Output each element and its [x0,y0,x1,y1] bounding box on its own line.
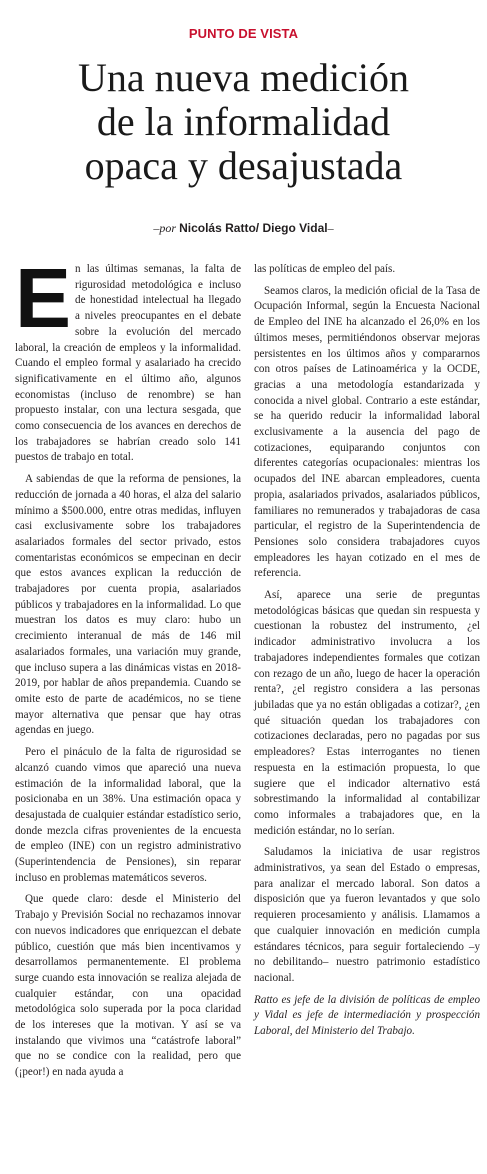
article-paragraph: Que quede claro: desde el Ministerio del Trabajo y Previsión Social no rechazamos innovar con nuevos indicadores que enriquezcan el debate público, cuestión que más bien incentivamos y desarrollamos permanentemente. El problema surge cuando esta innovación se realiza alejada de cualquier estándar, con una opacidad metodológica solo superada por la poca claridad de los intereses que la motivan. Y así se va instalando que vivimos una “catástrofe laboral” que no se condice con la realidad, pero que (¡peor!) en nada ayuda a [15,893,241,1079]
headline-line: opaca y desajustada [84,143,403,188]
headline [0,56,487,188]
article-paragraph: Pero el pináculo de la falta de rigurosidad se alcanzó cuando vimos que apareció una nueva estimación de la informalidad laboral, que la posicionaba en un 38%. Una estimación opaca y desajustada de cualquier estándar estadístico serio, donde mezcla cifras provenientes de la encuesta de empleo (INE) con un registro administrativo (Superintendencia de Pensiones), sin reparar incluso en problemas matemáticos severos. [15,746,241,884]
byline-suffix: – [327,221,334,235]
byline-authors: Nicolás Ratto/ Diego Vidal [179,221,328,235]
article-column-left [15,251,241,1087]
drop-cap: E [15,251,72,345]
article-column-right [254,262,480,1046]
article-paragraph: A sabiendas de que la reforma de pensiones, la reducción de jornada a 40 horas, el alza del salario mínimo a $500.000, entre otras medidas, influyen casi exclusivamente sobre los trabajadores asalariados formales del sector privado, estos comentaristas económicos se empecinan en decir que estos avances explican la reducción de trabajadores por cuenta propia, asalariados públicos y trabajadores en la informalidad. Lo que muestran los datos es muy claro: hubo un crecimiento interanual de más de 146 mil asalariados formales, una variación muy grande, que incluso supera a las dinámicas vistas en 2018-2019, por hablar de años prepandemia. Cuando se omite esto de parte de académicos, no se tiene mayor alternativa que pensar que hay otras agendas en juego. [15,473,241,737]
byline-prefix: –por [153,221,177,235]
article-paragraph: Así, aparece una serie de preguntas metodológicas básicas que quedan sin respuesta y cuestionan la robustez del instrumento, ¿el indicador administrativo involucra a los trabajadores independientes formales que cotizan con rezago de un año, luego de hacer la operación renta?, ¿el registro considera a las personas jubiladas que ya no están obligadas a cotizar?, ¿en qué situación quedan los trabajadores con cotizaciones declaradas, pero no pagadas por sus empleadores? Estas interrogantes no tienen respuesta en la estimación propuesta, lo que sugiere que el indicador alternativo está sobrestimando la informalidad al contabilizar como informales a trabajadores que, en la medición estándar, no lo serían. [254,589,480,837]
article-paragraph: Saludamos la iniciativa de usar registros administrativos, ya sean del Estado o empresas, para analizar el mercado laboral. Son datos a disposición que ya fueron levantados y que solo requieren procesamiento y análisis. Llamamos a que cualquier innovación en medición cumpla estándares técnicos, para seguir fortaleciendo –y no debilitando– nuestro patrimonio estadístico nacional. [254,846,480,984]
article-paragraph [15,251,241,466]
headline-line: Una nueva medición [78,55,409,100]
article-paragraph: las políticas de empleo del país. [254,263,396,275]
author-bio: Ratto es jefe de la división de políticas de empleo y Vidal es jefe de intermediación y prospección Laboral, del Ministerio del Trabajo. [254,993,480,1038]
byline [0,221,487,235]
paragraph-text: n las últimas semanas, la falta de rigurosidad metodológica e incluso de honestidad intelectual ha llegado a niveles preocupantes en el debate sobre la evolución del mercado laboral, la creación de empleos y la informalidad. Cuando el empleo formal y asalariado ha crecido significativamente en el último año, algunos economistas (incluso de renombre) se han propuesto instalar, con una lectura sesgada, que como consecuencia de los avances en derechos de los trabajadores se habrían creado solo 141 puestos de trabajo en total. [15,263,241,464]
article-paragraph: Seamos claros, la medición oficial de la Tasa de Ocupación Informal, según la Encuesta Nacional de Empleo del INE ha alcanzado el 26,0% en los últimos meses, permitiéndonos observar mejoras persistentes en los últimos años y compararnos con otros países de Latinoamérica y la OCDE, gracias a una metodología estandarizada y conocida a nivel global. Contrario a este estándar, se ha querido reducir la informalidad laboral exclusivamente a la ausencia del pago de cotizaciones, equiparando conjuntos con diferentes categorías ocupacionales: mientras los ocupados del INE abarcan empleadores, cuenta propia, asalariados privados, asalariados públicos, familiares no remunerados y trabajadoras de casa particular, el registro de la Superintendencia de Pensiones solo considera trabajadores cuyos empleadores les hayan cotizado en el mes de referencia. [254,284,480,580]
section-label: PUNTO DE VISTA [188,26,299,41]
headline-line: de la informalidad [96,99,391,144]
